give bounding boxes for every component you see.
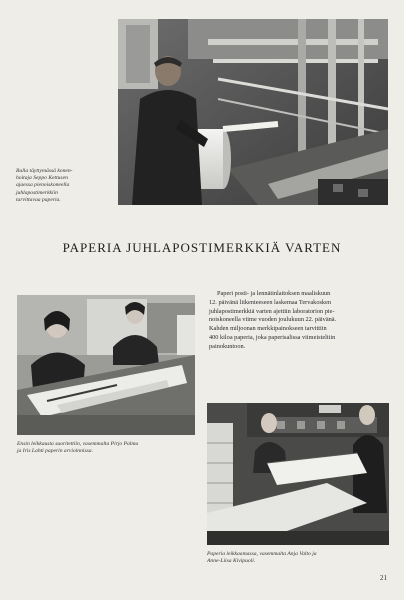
caption-line: tarvittavaa paperia.: [16, 196, 61, 203]
paper-cutting-room-image: [207, 403, 389, 545]
caption-line: hoitaja Seppo Kettusen: [16, 175, 68, 182]
caption-line: juhlapostimerkkiin: [16, 189, 58, 196]
paper-cutting-table-photo: [17, 295, 195, 435]
body-line: Kahden miljoonan merkkipainokseen tarvittiin: [209, 325, 327, 333]
paper-roll-machine-photo: [118, 19, 388, 205]
paper-cutting-room-photo: [207, 403, 389, 545]
caption-line: Anne-Liisa Kivipuoli.: [207, 558, 256, 565]
top-photo-caption: [16, 168, 111, 204]
body-line: juhlapostimerkkiä varten ajettiin laboratorion pie-: [209, 307, 335, 315]
article-title: PAPERIA JUHLAPOSTIMERKKIÄ VARTEN: [62, 240, 342, 255]
body-line: painokuntoon.: [209, 342, 246, 350]
caption-line: Paperia leikkaamassa, vasemmalta Anja Valto ja: [207, 551, 317, 557]
body-line: noiskoneella viime vuoden joulukuun 22. päivänä.: [209, 316, 337, 324]
body-line: 12. päivänä liikenteeseen laskemaa Tervakosken: [209, 298, 332, 306]
middle-photo-caption: [17, 441, 199, 455]
article-body: [209, 290, 389, 352]
caption-line: ajaessa pienoiskoneella: [16, 182, 70, 189]
page-number: 21: [380, 574, 387, 582]
caption-line: Ensin leikkausta suoritettiin, vasemmalta Pirjo Palmu: [17, 441, 139, 447]
caption-line: Rulla täyttymässä konen-: [16, 168, 73, 174]
caption-line: ja Iris Lahti paperin arvioinnissa.: [17, 448, 93, 455]
body-line: Paperi posti- ja lennätinlaitoksen maaliskuun: [217, 290, 331, 297]
bottom-photo-caption: [207, 551, 389, 565]
paper-cutting-table-image: [17, 295, 195, 435]
body-line: 400 kiloa paperia, joka paperisalissa viimeisteltiin: [209, 333, 336, 341]
paper-roll-machine-image: [118, 19, 388, 205]
